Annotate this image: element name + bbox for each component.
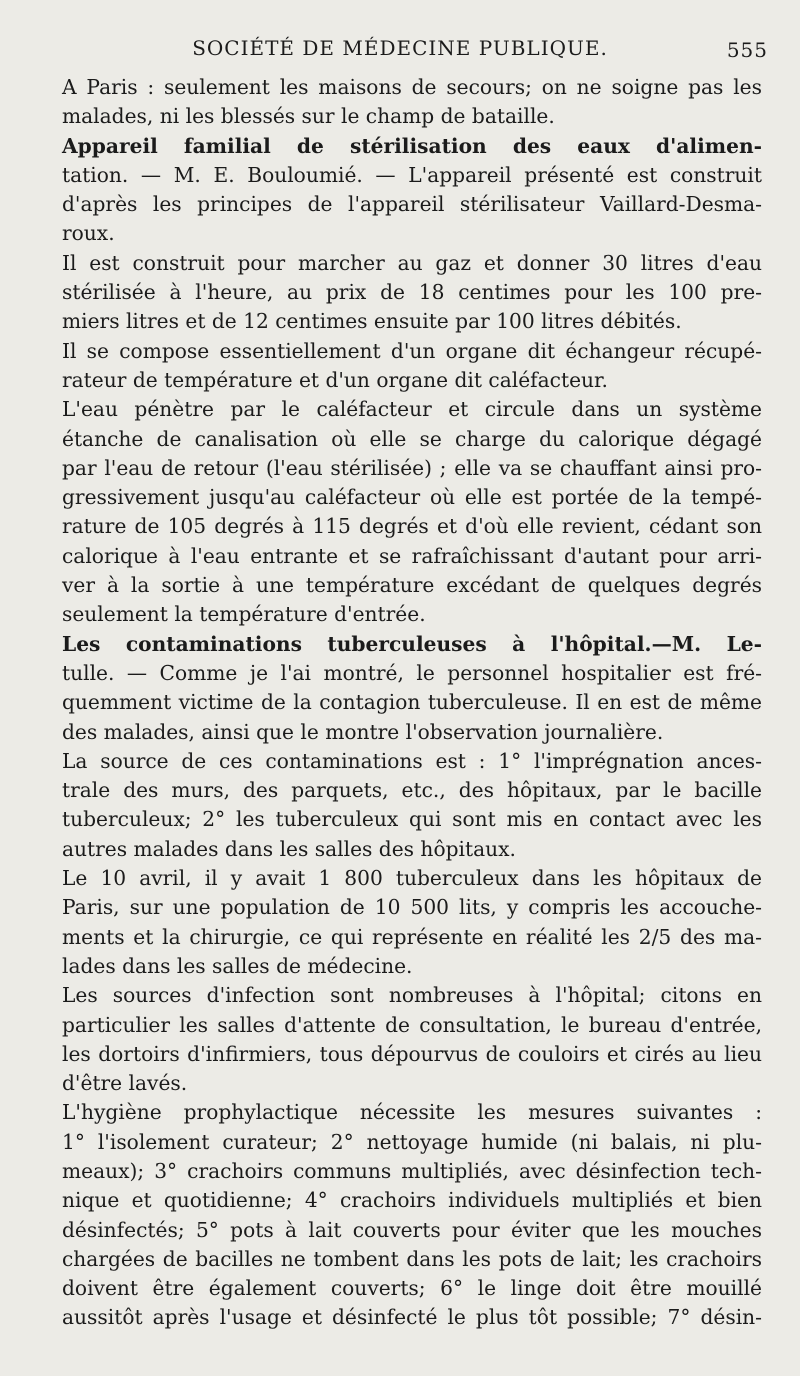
text-line: particulier les salles d'attente de consultation, le bureau d'entrée, [62, 1012, 762, 1037]
text-line: miers litres et de 12 centimes ensuite par 100 litres débités. [62, 309, 682, 334]
text-line: par l'eau de retour (l'eau stérilisée) ; elle va se chauffant ainsi pro- [62, 455, 762, 480]
page-number: 555 [726, 38, 768, 62]
text-line: chargées de bacilles ne tombent dans les pots de lait; les crachoirs [62, 1246, 762, 1271]
paragraph [50, 864, 762, 981]
text-line: les dortoirs d'infirmiers, tous dépourvus de couloirs et cirés au lieu [62, 1041, 762, 1066]
text-line: Il se compose essentiellement d'un organe dit échangeur récupé- [62, 338, 762, 363]
text-line: tulle. — Comme je l'ai montré, le personnel hospitalier est fré- [62, 660, 762, 685]
text-line: roux. [62, 221, 115, 246]
paragraph [50, 395, 762, 629]
text-line: des malades, ainsi que le montre l'observation journalière. [62, 719, 664, 744]
paragraph [50, 337, 762, 396]
text-line: Les sources d'infection sont nombreuses à l'hôpital; citons en [62, 983, 762, 1008]
text-line: L'eau pénètre par le caléfacteur et circule dans un système [62, 397, 762, 422]
body-text [50, 73, 762, 1333]
text-line: désinfectés; 5° pots à lait couverts pour éviter que les mouches [62, 1217, 762, 1242]
text-line: ments et la chirurgie, ce qui représente en réalité les 2/5 des ma- [62, 924, 762, 949]
text-line: lades dans les salles de médecine. [62, 953, 413, 978]
running-title: SOCIÉTÉ DE MÉDECINE PUBLIQUE. [192, 36, 608, 60]
text-line: rateur de température et d'un organe dit caléfacteur. [62, 367, 608, 392]
section-contaminations-tuberculeuses [50, 630, 762, 747]
text-line: ver à la sortie à une température excédant de quelques degrés [62, 573, 762, 598]
text-line: 1° l'isolement curateur; 2° nettoyage humide (ni balais, ni plu- [62, 1129, 762, 1154]
paragraph [50, 747, 762, 864]
text-line: Le 10 avril, il y avait 1 800 tuberculeux dans les hôpitaux de [62, 866, 762, 891]
page-header [0, 36, 800, 66]
text-line: L'hygiène prophylactique nécessite les mesures suivantes : [62, 1100, 762, 1125]
text-line: malades, ni les blessés sur le champ de bataille. [62, 104, 555, 129]
text-line: tation. — M. E. Bouloumié. — L'appareil présenté est construit [62, 162, 762, 187]
text-line: seulement la température d'entrée. [62, 602, 426, 627]
text-line: d'après les principes de l'appareil stérilisateur Vaillard-Desma- [62, 192, 762, 217]
text-line: Il est construit pour marcher au gaz et donner 30 litres d'eau [62, 250, 762, 275]
text-line: étanche de canalisation où elle se charge du calorique dégagé [62, 426, 762, 451]
text-line: Paris, sur une population de 10 500 lits, y compris les accouche- [62, 895, 762, 920]
text-line: nique et quotidienne; 4° crachoirs individuels multipliés et bien [62, 1188, 762, 1213]
text-line: tuberculeux; 2° les tuberculeux qui sont mis en contact avec les [62, 807, 762, 832]
text-line: doivent être également couverts; 6° le linge doit être mouillé [62, 1276, 762, 1301]
text-line: aussitôt après l'usage et désinfecté le plus tôt possible; 7° désin- [62, 1305, 762, 1330]
text-line: rature de 105 degrés à 115 degrés et d'où elle revient, cédant son [62, 514, 762, 539]
section-appareil-familial [50, 132, 762, 249]
paragraph [50, 249, 762, 337]
paragraph [50, 981, 762, 1098]
text-line: trale des murs, des parquets, etc., des hôpitaux, par le bacille [62, 778, 762, 803]
text-line: La source de ces contaminations est : 1° l'imprégnation ances- [62, 748, 762, 773]
line-part: A Paris : seulement les maisons de secours; on ne soigne pas les [62, 75, 762, 99]
text-line: quemment victime de la contagion tuberculeuse. Il en est de même [62, 690, 762, 715]
section-heading: Appareil familial de stérilisation des eaux d'alimen- [62, 133, 762, 158]
text-line [50, 73, 762, 102]
section-heading: Les contaminations tuberculeuses à l'hôpital.—M. Le- [62, 631, 762, 656]
text-line: autres malades dans les salles des hôpitaux. [62, 836, 516, 861]
text-line: d'être lavés. [62, 1071, 188, 1096]
paragraph [50, 1098, 762, 1332]
text-line: gressivement jusqu'au caléfacteur où elle est portée de la tempé- [62, 485, 762, 510]
paragraph [50, 73, 762, 132]
text-line: calorique à l'eau entrante et se rafraîchissant d'autant pour arri- [62, 543, 762, 568]
text-line: meaux); 3° crachoirs communs multipliés, avec désinfection tech- [62, 1158, 762, 1183]
text-line: stérilisée à l'heure, au prix de 18 centimes pour les 100 pre- [62, 280, 762, 305]
